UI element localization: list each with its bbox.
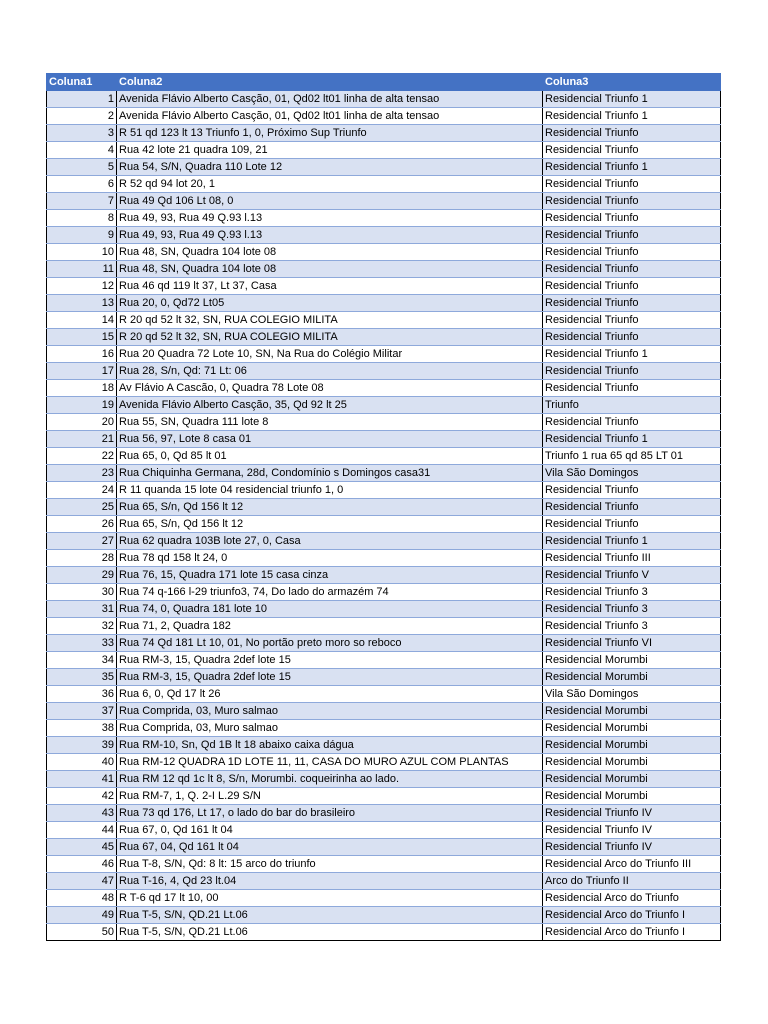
table-row xyxy=(47,244,721,261)
neighborhood-cell[interactable]: Residencial Triunfo 1 xyxy=(543,91,721,108)
table-row xyxy=(47,91,721,108)
neighborhood-cell[interactable]: Residencial Triunfo xyxy=(543,142,721,159)
neighborhood-cell[interactable]: Residencial Triunfo VI xyxy=(543,635,721,652)
address-cell[interactable]: Rua T-5, S/N, QD.21 Lt.06 xyxy=(117,924,543,941)
table-row xyxy=(47,142,721,159)
address-cell[interactable]: Rua Comprida, 03, Muro salmao xyxy=(117,703,543,720)
row-number-cell[interactable]: 14 xyxy=(47,312,117,329)
table-row xyxy=(47,567,721,584)
table-row xyxy=(47,329,721,346)
row-number-cell[interactable]: 38 xyxy=(47,720,117,737)
neighborhood-cell[interactable]: Arco do Triunfo II xyxy=(543,873,721,890)
address-cell[interactable]: Rua 49 Qd 106 Lt 08, 0 xyxy=(117,193,543,210)
row-number-cell[interactable]: 37 xyxy=(47,703,117,720)
neighborhood-cell[interactable]: Residencial Triunfo 1 xyxy=(543,533,721,550)
neighborhood-cell[interactable]: Residencial Triunfo xyxy=(543,380,721,397)
row-number-cell[interactable]: 44 xyxy=(47,822,117,839)
neighborhood-cell[interactable]: Residencial Triunfo III xyxy=(543,550,721,567)
address-cell[interactable]: Rua 65, 0, Qd 85 lt 01 xyxy=(117,448,543,465)
table-row xyxy=(47,363,721,380)
neighborhood-cell[interactable]: Residencial Morumbi xyxy=(543,788,721,805)
address-cell[interactable]: Rua 20 Quadra 72 Lote 10, SN, Na Rua do Colégio Militar xyxy=(117,346,543,363)
row-number-cell[interactable]: 49 xyxy=(47,907,117,924)
table-row xyxy=(47,108,721,125)
neighborhood-cell[interactable]: Residencial Triunfo 3 xyxy=(543,618,721,635)
table-row xyxy=(47,805,721,822)
address-cell[interactable]: Rua 56, 97, Lote 8 casa 01 xyxy=(117,431,543,448)
address-cell[interactable]: Avenida Flávio Alberto Casção, 35, Qd 92 lt 25 xyxy=(117,397,543,414)
row-number-cell[interactable]: 46 xyxy=(47,856,117,873)
table-body xyxy=(47,91,721,941)
column-header-coluna1[interactable]: Coluna1 xyxy=(47,74,117,91)
neighborhood-cell[interactable]: Residencial Triunfo xyxy=(543,295,721,312)
address-cell[interactable]: Rua 49, 93, Rua 49 Q.93 l.13 xyxy=(117,227,543,244)
neighborhood-cell[interactable]: Residencial Triunfo xyxy=(543,244,721,261)
table-row xyxy=(47,924,721,941)
row-number-cell[interactable]: 43 xyxy=(47,805,117,822)
address-cell[interactable]: Rua 74 Qd 181 Lt 10, 01, No portão preto moro so reboco xyxy=(117,635,543,652)
neighborhood-cell[interactable]: Residencial Triunfo xyxy=(543,278,721,295)
address-cell[interactable]: Rua 78 qd 158 lt 24, 0 xyxy=(117,550,543,567)
neighborhood-cell[interactable]: Residencial Triunfo xyxy=(543,261,721,278)
address-cell[interactable]: Rua RM 12 qd 1c lt 8, S/n, Morumbi. coqueirinha ao lado. xyxy=(117,771,543,788)
row-number-cell[interactable]: 36 xyxy=(47,686,117,703)
table-row xyxy=(47,482,721,499)
row-number-cell[interactable]: 12 xyxy=(47,278,117,295)
neighborhood-cell[interactable]: Residencial Arco do Triunfo xyxy=(543,890,721,907)
neighborhood-cell[interactable]: Residencial Triunfo xyxy=(543,329,721,346)
spreadsheet xyxy=(46,73,720,941)
row-number-cell[interactable]: 34 xyxy=(47,652,117,669)
address-cell[interactable]: Rua 54, S/N, Quadra 110 Lote 12 xyxy=(117,159,543,176)
row-number-cell[interactable]: 32 xyxy=(47,618,117,635)
row-number-cell[interactable]: 16 xyxy=(47,346,117,363)
neighborhood-cell[interactable]: Residencial Triunfo IV xyxy=(543,822,721,839)
neighborhood-cell[interactable]: Residencial Triunfo xyxy=(543,516,721,533)
neighborhood-cell[interactable]: Residencial Triunfo xyxy=(543,125,721,142)
address-cell[interactable]: Rua 42 lote 21 quadra 109, 21 xyxy=(117,142,543,159)
table-row xyxy=(47,550,721,567)
address-cell[interactable]: Rua 28, S/n, Qd: 71 Lt: 06 xyxy=(117,363,543,380)
address-cell[interactable]: Rua 49, 93, Rua 49 Q.93 l.13 xyxy=(117,210,543,227)
address-cell[interactable]: R 20 qd 52 lt 32, SN, RUA COLEGIO MILITA xyxy=(117,312,543,329)
table-row xyxy=(47,618,721,635)
table-row xyxy=(47,448,721,465)
row-number-cell[interactable]: 13 xyxy=(47,295,117,312)
table-row xyxy=(47,703,721,720)
table-row xyxy=(47,516,721,533)
table-row xyxy=(47,261,721,278)
table-row xyxy=(47,533,721,550)
address-cell[interactable]: Rua 48, SN, Quadra 104 lote 08 xyxy=(117,244,543,261)
header-row xyxy=(47,74,721,91)
row-number-cell[interactable]: 24 xyxy=(47,482,117,499)
address-cell[interactable]: Rua 65, S/n, Qd 156 lt 12 xyxy=(117,499,543,516)
table-row xyxy=(47,176,721,193)
address-cell[interactable]: Rua 73 qd 176, Lt 17, o lado do bar do brasileiro xyxy=(117,805,543,822)
neighborhood-cell[interactable]: Residencial Triunfo xyxy=(543,312,721,329)
neighborhood-cell[interactable]: Vila São Domingos xyxy=(543,465,721,482)
address-cell[interactable]: Rua RM-12 QUADRA 1D LOTE 11, 11, CASA DO MURO AZUL COM PLANTAS xyxy=(117,754,543,771)
row-number-cell[interactable]: 20 xyxy=(47,414,117,431)
neighborhood-cell[interactable]: Triunfo 1 rua 65 qd 85 LT 01 xyxy=(543,448,721,465)
row-number-cell[interactable]: 40 xyxy=(47,754,117,771)
table-row xyxy=(47,278,721,295)
row-number-cell[interactable]: 19 xyxy=(47,397,117,414)
neighborhood-cell[interactable]: Residencial Triunfo V xyxy=(543,567,721,584)
row-number-cell[interactable]: 22 xyxy=(47,448,117,465)
row-number-cell[interactable]: 9 xyxy=(47,227,117,244)
neighborhood-cell[interactable]: Residencial Triunfo xyxy=(543,176,721,193)
address-cell[interactable]: Rua 55, SN, Quadra 111 lote 8 xyxy=(117,414,543,431)
row-number-cell[interactable]: 41 xyxy=(47,771,117,788)
address-cell[interactable]: R 20 qd 52 lt 32, SN, RUA COLEGIO MILITA xyxy=(117,329,543,346)
table-row xyxy=(47,839,721,856)
row-number-cell[interactable]: 48 xyxy=(47,890,117,907)
address-cell[interactable]: Rua 20, 0, Qd72 Lt05 xyxy=(117,295,543,312)
neighborhood-cell[interactable]: Residencial Morumbi xyxy=(543,771,721,788)
row-number-cell[interactable]: 29 xyxy=(47,567,117,584)
table-row xyxy=(47,720,721,737)
table-row xyxy=(47,601,721,618)
neighborhood-cell[interactable]: Residencial Morumbi xyxy=(543,703,721,720)
table-row xyxy=(47,635,721,652)
table-row xyxy=(47,890,721,907)
row-number-cell[interactable]: 39 xyxy=(47,737,117,754)
table-row xyxy=(47,312,721,329)
row-number-cell[interactable]: 35 xyxy=(47,669,117,686)
row-number-cell[interactable]: 27 xyxy=(47,533,117,550)
neighborhood-cell[interactable]: Residencial Morumbi xyxy=(543,652,721,669)
address-cell[interactable]: R T-6 qd 17 lt 10, 00 xyxy=(117,890,543,907)
table-row xyxy=(47,737,721,754)
address-cell[interactable]: Rua Chiquinha Germana, 28d, Condomínio s Domingos casa31 xyxy=(117,465,543,482)
table-row xyxy=(47,346,721,363)
row-number-cell[interactable]: 26 xyxy=(47,516,117,533)
table-row xyxy=(47,856,721,873)
column-header-coluna3[interactable]: Coluna3 xyxy=(543,74,721,91)
table-row xyxy=(47,465,721,482)
address-cell[interactable]: Rua 6, 0, Qd 17 lt 26 xyxy=(117,686,543,703)
row-number-cell[interactable]: 23 xyxy=(47,465,117,482)
table-row xyxy=(47,431,721,448)
neighborhood-cell[interactable]: Residencial Triunfo xyxy=(543,227,721,244)
row-number-cell[interactable]: 42 xyxy=(47,788,117,805)
address-cell[interactable]: Rua 76, 15, Quadra 171 lote 15 casa cinza xyxy=(117,567,543,584)
row-number-cell[interactable]: 33 xyxy=(47,635,117,652)
table-row xyxy=(47,771,721,788)
table-row xyxy=(47,499,721,516)
table-row xyxy=(47,788,721,805)
row-number-cell[interactable]: 5 xyxy=(47,159,117,176)
address-cell[interactable]: Rua RM-10, Sn, Qd 1B lt 18 abaixo caixa dágua xyxy=(117,737,543,754)
table-row xyxy=(47,822,721,839)
row-number-cell[interactable]: 8 xyxy=(47,210,117,227)
address-cell[interactable]: R 52 qd 94 lot 20, 1 xyxy=(117,176,543,193)
row-number-cell[interactable]: 31 xyxy=(47,601,117,618)
neighborhood-cell[interactable]: Residencial Arco do Triunfo I xyxy=(543,924,721,941)
neighborhood-cell[interactable]: Residencial Triunfo 1 xyxy=(543,108,721,125)
neighborhood-cell[interactable]: Triunfo xyxy=(543,397,721,414)
neighborhood-cell[interactable]: Residencial Triunfo xyxy=(543,363,721,380)
row-number-cell[interactable]: 47 xyxy=(47,873,117,890)
table-row xyxy=(47,754,721,771)
row-number-cell[interactable]: 30 xyxy=(47,584,117,601)
address-cell[interactable]: Rua 67, 0, Qd 161 lt 04 xyxy=(117,822,543,839)
table-row xyxy=(47,295,721,312)
row-number-cell[interactable]: 15 xyxy=(47,329,117,346)
row-number-cell[interactable]: 17 xyxy=(47,363,117,380)
address-cell[interactable]: Rua 67, 04, Qd 161 lt 04 xyxy=(117,839,543,856)
row-number-cell[interactable]: 28 xyxy=(47,550,117,567)
address-cell[interactable]: Rua RM-3, 15, Quadra 2def lote 15 xyxy=(117,652,543,669)
table-row xyxy=(47,414,721,431)
table-row xyxy=(47,669,721,686)
neighborhood-cell[interactable]: Residencial Triunfo IV xyxy=(543,805,721,822)
row-number-cell[interactable]: 3 xyxy=(47,125,117,142)
neighborhood-cell[interactable]: Residencial Morumbi xyxy=(543,720,721,737)
address-cell[interactable]: Rua RM-7, 1, Q. 2-I L.29 S/N xyxy=(117,788,543,805)
row-number-cell[interactable]: 18 xyxy=(47,380,117,397)
address-cell[interactable]: Rua 74, 0, Quadra 181 lote 10 xyxy=(117,601,543,618)
row-number-cell[interactable]: 50 xyxy=(47,924,117,941)
address-cell[interactable]: Rua 65, S/n, Qd 156 lt 12 xyxy=(117,516,543,533)
row-number-cell[interactable]: 10 xyxy=(47,244,117,261)
row-number-cell[interactable]: 1 xyxy=(47,91,117,108)
table-row xyxy=(47,873,721,890)
row-number-cell[interactable]: 7 xyxy=(47,193,117,210)
address-cell[interactable]: R 11 quanda 15 lote 04 residencial triunfo 1, 0 xyxy=(117,482,543,499)
data-table xyxy=(46,73,721,941)
column-header-coluna2[interactable]: Coluna2 xyxy=(117,74,543,91)
address-cell[interactable]: Avenida Flávio Alberto Casção, 01, Qd02 lt01 linha de alta tensao xyxy=(117,91,543,108)
neighborhood-cell[interactable]: Residencial Triunfo 1 xyxy=(543,431,721,448)
row-number-cell[interactable]: 11 xyxy=(47,261,117,278)
neighborhood-cell[interactable]: Residencial Arco do Triunfo III xyxy=(543,856,721,873)
row-number-cell[interactable]: 25 xyxy=(47,499,117,516)
row-number-cell[interactable]: 4 xyxy=(47,142,117,159)
table-row xyxy=(47,380,721,397)
address-cell[interactable]: Rua 46 qd 119 lt 37, Lt 37, Casa xyxy=(117,278,543,295)
address-cell[interactable]: Rua 62 quadra 103B lote 27, 0, Casa xyxy=(117,533,543,550)
neighborhood-cell[interactable]: Vila São Domingos xyxy=(543,686,721,703)
neighborhood-cell[interactable]: Residencial Triunfo IV xyxy=(543,839,721,856)
table-row xyxy=(47,210,721,227)
neighborhood-cell[interactable]: Residencial Morumbi xyxy=(543,754,721,771)
table-row xyxy=(47,159,721,176)
address-cell[interactable]: Rua T-5, S/N, QD.21 Lt.06 xyxy=(117,907,543,924)
address-cell[interactable]: Rua 71, 2, Quadra 182 xyxy=(117,618,543,635)
neighborhood-cell[interactable]: Residencial Triunfo xyxy=(543,193,721,210)
neighborhood-cell[interactable]: Residencial Morumbi xyxy=(543,669,721,686)
address-cell[interactable]: Rua RM-3, 15, Quadra 2def lote 15 xyxy=(117,669,543,686)
address-cell[interactable]: Rua T-8, S/N, Qd: 8 lt: 15 arco do triunfo xyxy=(117,856,543,873)
address-cell[interactable]: Rua 74 q-166 l-29 triunfo3, 74, Do lado do armazém 74 xyxy=(117,584,543,601)
address-cell[interactable]: Rua 48, SN, Quadra 104 lote 08 xyxy=(117,261,543,278)
address-cell[interactable]: R 51 qd 123 lt 13 Triunfo 1, 0, Próximo Sup Triunfo xyxy=(117,125,543,142)
row-number-cell[interactable]: 2 xyxy=(47,108,117,125)
neighborhood-cell[interactable]: Residencial Triunfo 3 xyxy=(543,601,721,618)
table-row xyxy=(47,584,721,601)
neighborhood-cell[interactable]: Residencial Arco do Triunfo I xyxy=(543,907,721,924)
address-cell[interactable]: Avenida Flávio Alberto Casção, 01, Qd02 lt01 linha de alta tensao xyxy=(117,108,543,125)
neighborhood-cell[interactable]: Residencial Triunfo xyxy=(543,499,721,516)
table-row xyxy=(47,227,721,244)
neighborhood-cell[interactable]: Residencial Triunfo 1 xyxy=(543,159,721,176)
table-row xyxy=(47,125,721,142)
address-cell[interactable]: Av Flávio A Cascão, 0, Quadra 78 Lote 08 xyxy=(117,380,543,397)
address-cell[interactable]: Rua T-16, 4, Qd 23 lt.04 xyxy=(117,873,543,890)
table-row xyxy=(47,397,721,414)
neighborhood-cell[interactable]: Residencial Triunfo xyxy=(543,414,721,431)
table-row xyxy=(47,652,721,669)
row-number-cell[interactable]: 21 xyxy=(47,431,117,448)
table-row xyxy=(47,907,721,924)
neighborhood-cell[interactable]: Residencial Triunfo 1 xyxy=(543,346,721,363)
neighborhood-cell[interactable]: Residencial Morumbi xyxy=(543,737,721,754)
row-number-cell[interactable]: 6 xyxy=(47,176,117,193)
neighborhood-cell[interactable]: Residencial Triunfo 3 xyxy=(543,584,721,601)
neighborhood-cell[interactable]: Residencial Triunfo xyxy=(543,210,721,227)
row-number-cell[interactable]: 45 xyxy=(47,839,117,856)
table-row xyxy=(47,686,721,703)
address-cell[interactable]: Rua Comprida, 03, Muro salmao xyxy=(117,720,543,737)
table-row xyxy=(47,193,721,210)
neighborhood-cell[interactable]: Residencial Triunfo xyxy=(543,482,721,499)
